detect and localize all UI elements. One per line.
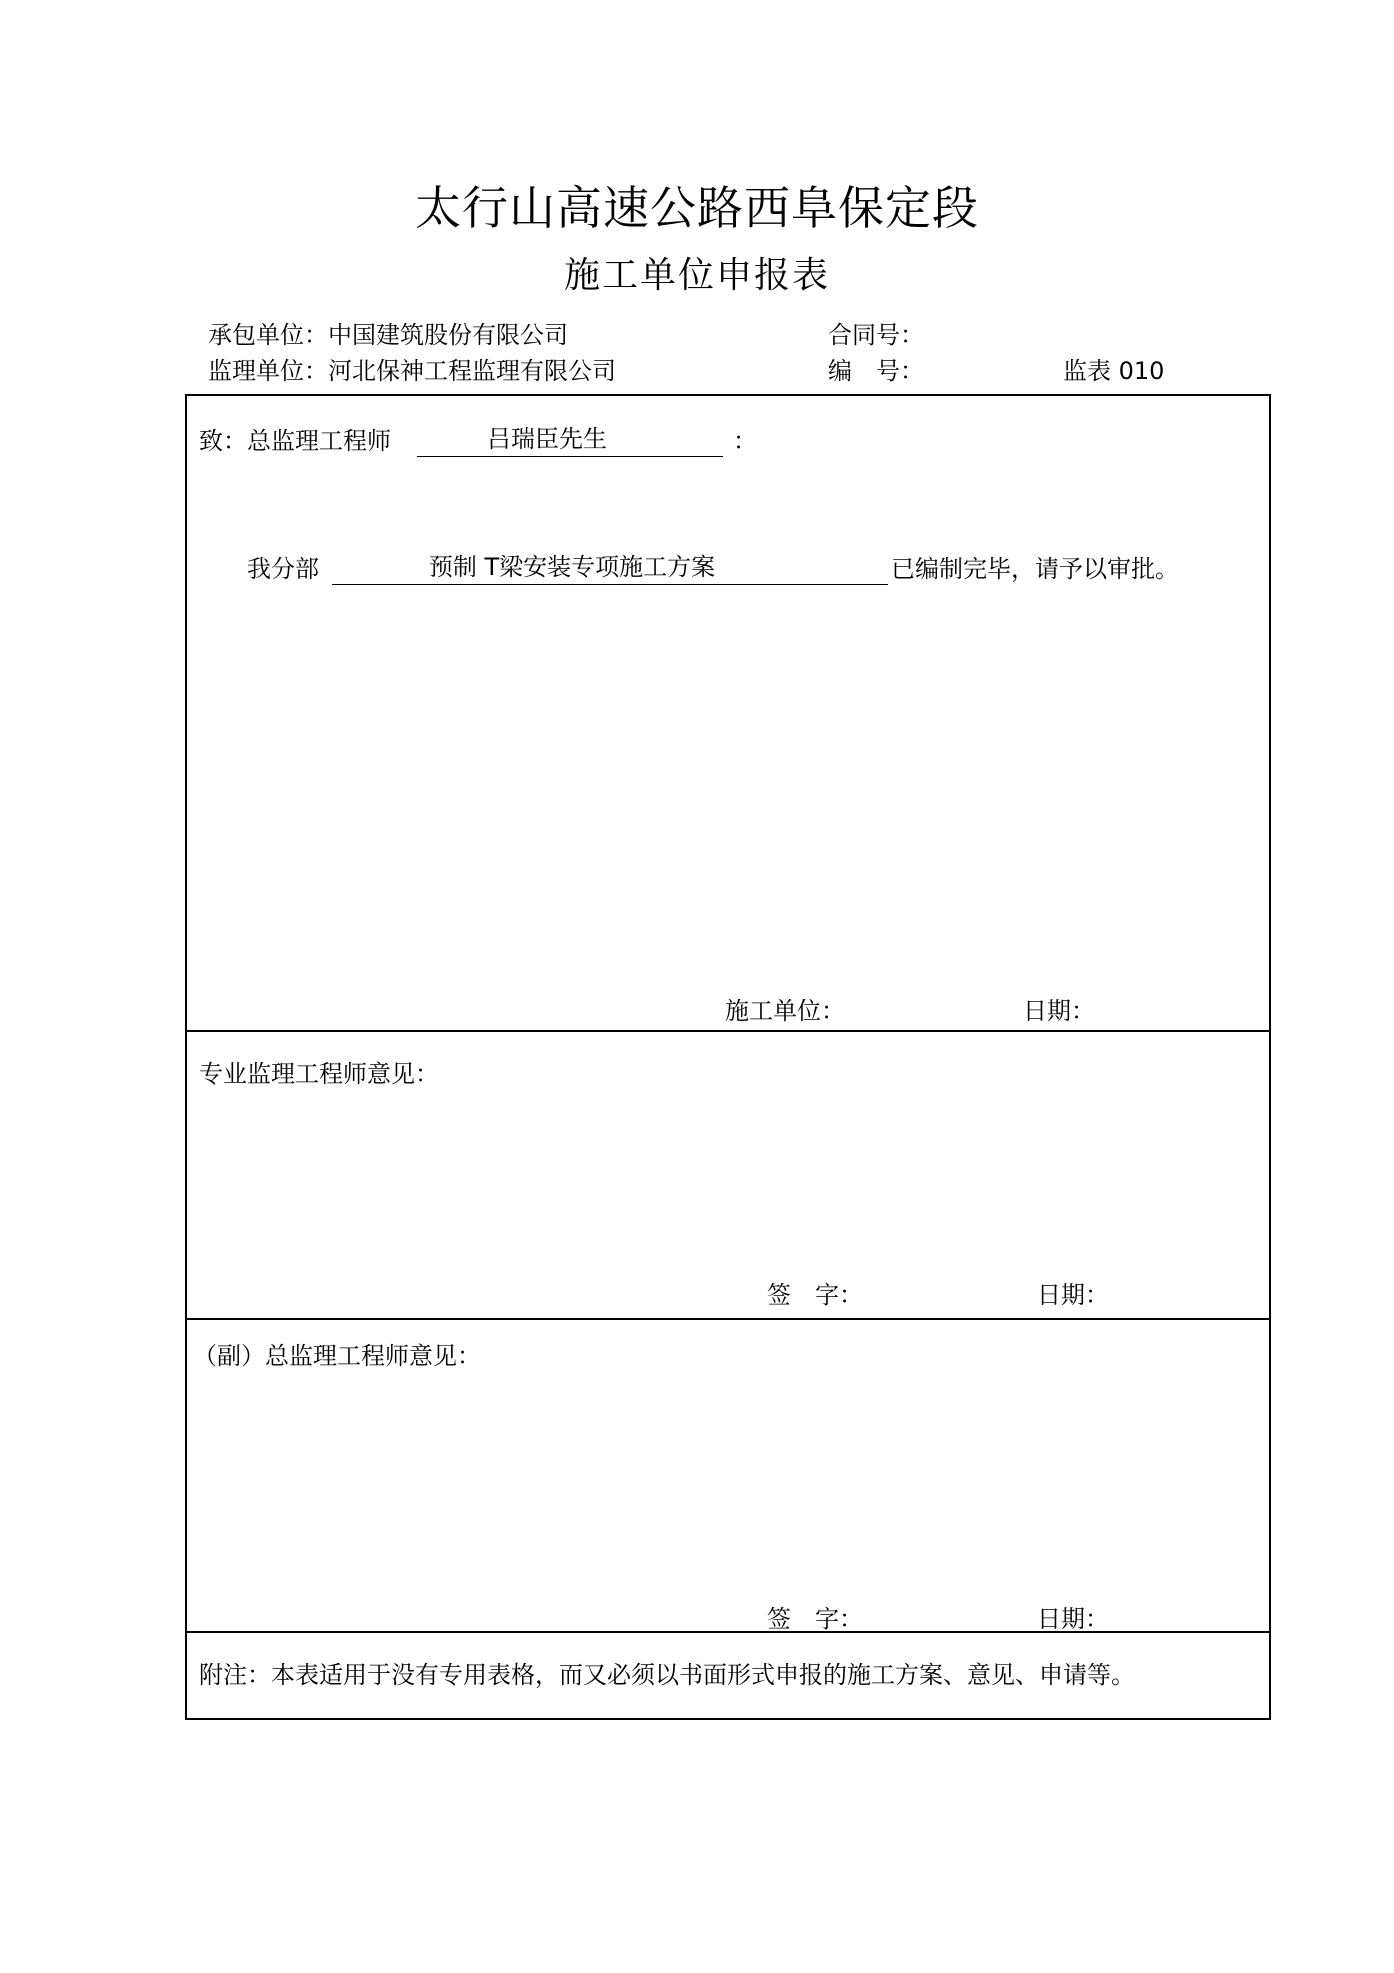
- serial-number-label: 编 号：: [828, 357, 924, 385]
- addressee-underline: [417, 456, 723, 457]
- divider-1: [187, 1030, 1269, 1032]
- contract-number-label: 合同号：: [828, 321, 924, 349]
- body-suffix: 已编制完毕，请予以审批。: [891, 555, 1179, 583]
- footnote: 附注：本表适用于没有专用表格，而又必须以书面形式申报的施工方案、意见、申请等。: [199, 1661, 1135, 1689]
- specialist-opinion-title: 专业监理工程师意见：: [199, 1060, 439, 1088]
- addressee-colon: ：: [733, 427, 757, 455]
- date-label-1: 日期：: [1023, 997, 1095, 1025]
- divider-3: [187, 1631, 1269, 1633]
- contractor-label: 承包单位：中国建筑股份有限公司: [208, 321, 568, 349]
- document-title: 太行山高速公路西阜保定段: [415, 181, 979, 235]
- date-label-3: 日期：: [1037, 1605, 1109, 1633]
- form-subtitle: 施工单位申报表: [563, 255, 830, 296]
- addressee-name: 吕瑞臣先生: [487, 425, 607, 453]
- sign-label-3: 签 字：: [767, 1605, 863, 1633]
- body-prefix: 我分部: [247, 555, 319, 583]
- serial-number-value: 监表 010: [1063, 357, 1165, 385]
- application-form: [185, 394, 1271, 1720]
- submission-underline: [332, 584, 888, 585]
- addressee-label: 致：总监理工程师: [199, 427, 391, 455]
- construction-unit-label: 施工单位：: [725, 997, 845, 1025]
- submission-item: 预制 T梁安装专项施工方案: [428, 553, 716, 581]
- chief-opinion-title: （副）总监理工程师意见：: [193, 1342, 481, 1370]
- sign-label-2: 签 字：: [767, 1281, 863, 1309]
- supervisor-label: 监理单位：河北保神工程监理有限公司: [208, 357, 616, 385]
- date-label-2: 日期：: [1037, 1281, 1109, 1309]
- divider-2: [187, 1318, 1269, 1320]
